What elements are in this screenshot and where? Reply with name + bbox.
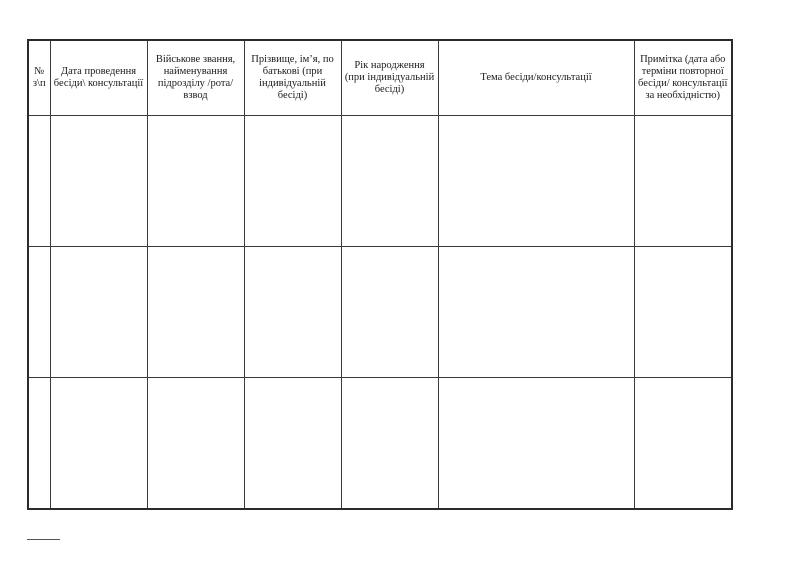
header-number: № з\п (28, 40, 50, 116)
table-cell[interactable] (28, 116, 50, 247)
table-cell[interactable] (50, 116, 147, 247)
table-header-row (28, 40, 732, 116)
table-cell[interactable] (147, 378, 244, 510)
header-rank-unit: Військове звання, найменування підрозділу /рота/взвод (147, 40, 244, 116)
table-cell[interactable] (341, 378, 438, 510)
table-cell[interactable] (147, 247, 244, 378)
table-cell[interactable] (634, 116, 732, 247)
table-cell[interactable] (244, 378, 341, 510)
table-row (28, 247, 732, 378)
table-cell[interactable] (438, 378, 634, 510)
consultation-log-table (27, 39, 733, 510)
table-cell[interactable] (244, 116, 341, 247)
table-cell[interactable] (147, 116, 244, 247)
table-cell[interactable] (244, 247, 341, 378)
table-cell[interactable] (341, 116, 438, 247)
header-birth-year: Рік народження (при індивідуальній бесіді) (341, 40, 438, 116)
table-cell[interactable] (438, 116, 634, 247)
table-cell[interactable] (50, 247, 147, 378)
header-date: Дата проведення бесіди\ консультації (50, 40, 147, 116)
table-body (28, 116, 732, 510)
header-note: Примітка (дата або терміни повторної бесіди/ консультації за необхідністю) (634, 40, 732, 116)
table-cell[interactable] (28, 378, 50, 510)
table-cell[interactable] (634, 378, 732, 510)
table-cell[interactable] (50, 378, 147, 510)
table-cell[interactable] (438, 247, 634, 378)
table-cell[interactable] (341, 247, 438, 378)
header-topic: Тема бесіди/консультації (438, 40, 634, 116)
table-cell[interactable] (634, 247, 732, 378)
footnote-rule (27, 539, 60, 540)
table-row (28, 116, 732, 247)
header-full-name: Прізвище, ім’я, по батькові (при індивідуальній бесіді) (244, 40, 341, 116)
table-row (28, 378, 732, 510)
table-cell[interactable] (28, 247, 50, 378)
